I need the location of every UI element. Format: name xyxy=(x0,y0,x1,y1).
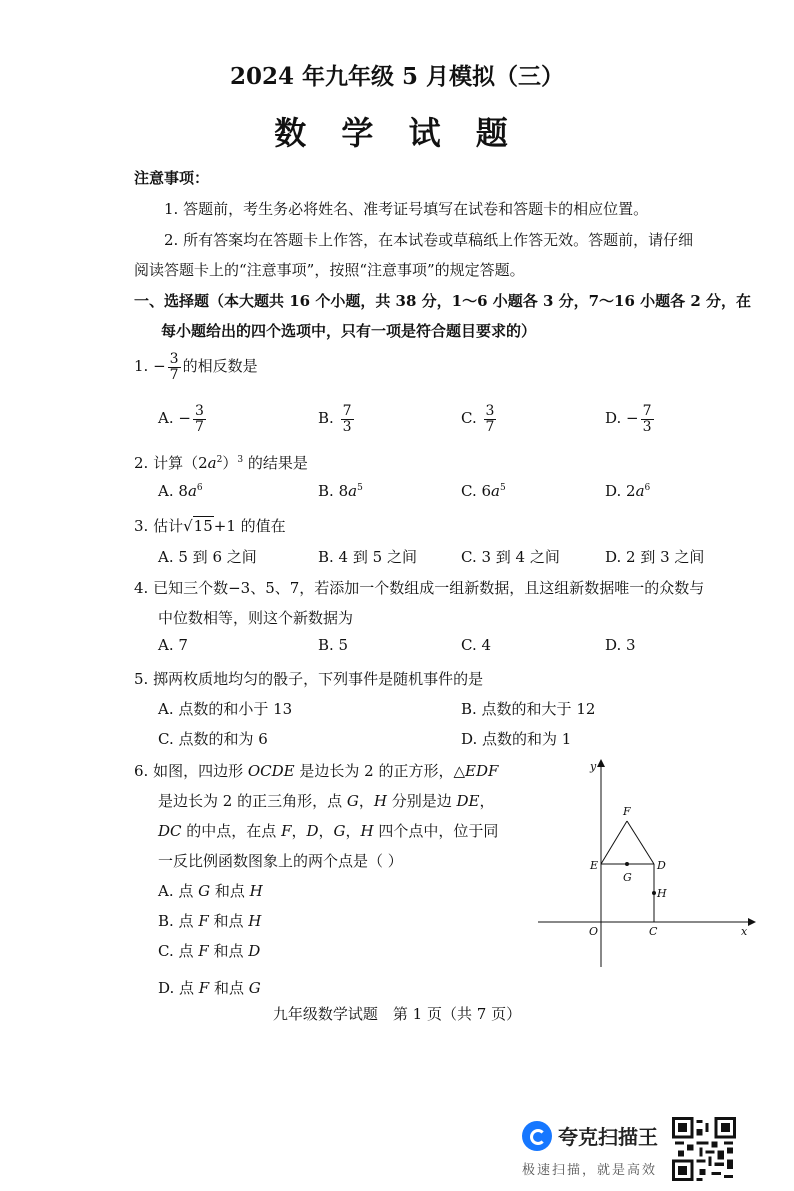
scanner-watermark xyxy=(522,1117,742,1181)
question-2-option-d: D. $2a^6$ xyxy=(605,482,651,500)
question-2-option-b: B. $8a^5$ xyxy=(318,482,363,500)
notice-item-2-line-2: 阅读答题卡上的“注意事项”，按照“注意事项”的规定答题。 xyxy=(134,261,525,279)
question-6-coordinate-figure xyxy=(530,755,760,970)
question-6-option-b: B. 点 F 和点 H xyxy=(158,912,262,930)
question-6-option-a: A. 点 G 和点 H xyxy=(158,882,263,900)
question-2-option-a: A. $8a^6$ xyxy=(158,482,203,500)
question-4-option-c: C. 4 xyxy=(461,636,492,654)
question-4-option-d: D. 3 xyxy=(605,636,636,654)
question-3-option-a: A. 5 到 6 之间 xyxy=(158,548,257,566)
question-2-option-c: C. $6a^5$ xyxy=(461,482,506,500)
origin-label: O xyxy=(589,925,599,938)
point-F-label: F xyxy=(623,805,631,818)
notice-item-1: 1. 答题前，考生务必将姓名、准考证号填写在试卷和答题卡的相应位置。 xyxy=(164,200,649,218)
question-3-option-c: C. 3 到 4 之间 xyxy=(461,548,560,566)
fraction: $\frac{3}{7}$ xyxy=(169,351,179,383)
question-1-option-b: B. $\frac{7}{3}$ xyxy=(318,403,352,435)
section-1-instructions-line-2: 每小题给出的四个选项中，只有一项是符合题目要求的） xyxy=(161,322,537,340)
question-6-option-d: D. 点 F 和点 G xyxy=(158,979,261,997)
point-H xyxy=(652,891,656,895)
question-6-stem-line-3: DC 的中点，在点 F，D，G，H 四个点中，位于同 xyxy=(158,822,499,840)
question-5-option-c: C. 点数的和为 6 xyxy=(158,730,268,748)
y-axis-label: y xyxy=(590,760,597,773)
notice-heading: 注意事项： xyxy=(134,169,210,187)
question-4-stem-line-2: 中位数相等，则这个新数据为 xyxy=(158,609,354,627)
question-4-option-b: B. 5 xyxy=(318,636,349,654)
question-6-stem-line-1: 6. 如图，四边形 OCDE 是边长为 2 的正方形，△EDF xyxy=(134,762,499,780)
section-1-instructions-line-1: 一、选择题（本大题共 16 个小题，共 38 分，1～6 小题各 3 分，7～16 小题各 2 分，在 xyxy=(134,292,752,310)
x-axis-arrow-icon xyxy=(748,918,756,926)
scanner-logo-icon xyxy=(522,1121,552,1151)
question-5-option-d: D. 点数的和为 1 xyxy=(461,730,572,748)
question-5-option-b: B. 点数的和大于 12 xyxy=(461,700,596,718)
page-footer: 九年级数学试题 第 1 页（共 7 页） xyxy=(272,1005,522,1023)
point-H-label: H xyxy=(657,887,667,900)
point-C-label: C xyxy=(649,925,658,938)
question-3-stem: 3. 估计√15+1 的值在 xyxy=(134,517,286,535)
point-D-label: D xyxy=(657,859,666,872)
edge-EF xyxy=(601,821,627,864)
point-G xyxy=(625,862,629,866)
notice-item-2-line-1: 2. 所有答案均在答题卡上作答，在本试卷或草稿纸上作答无效。答题前，请仔细 xyxy=(164,231,694,249)
question-6-stem-line-2: 是边长为 2 的正三角形，点 G，H 分别是边 DE， xyxy=(158,792,495,810)
point-E-label: E xyxy=(590,859,599,872)
y-axis-arrow-icon xyxy=(597,759,605,767)
exam-title: 2024 年九年级 5 月模拟（三） xyxy=(229,63,565,90)
edge-FD xyxy=(627,821,654,864)
question-3-option-b: B. 4 到 5 之间 xyxy=(318,548,417,566)
question-4-stem-line-1: 4. 已知三个数−3、5、7，若添加一个数组成一组新数据，且这组新数据唯一的众数与 xyxy=(134,579,705,597)
question-6-option-c: C. 点 F 和点 D xyxy=(158,942,261,960)
question-1-option-a: A. − $\frac{3}{7}$ xyxy=(158,403,204,435)
question-1-stem: 1. − $\frac{3}{7}$ 的相反数是 xyxy=(134,351,258,383)
x-axis-label: x xyxy=(741,925,748,938)
scanner-brand: 夸克扫描王 xyxy=(558,1125,658,1149)
question-6-stem-line-4: 一反比例函数图象上的两个点是（ ） xyxy=(158,852,403,870)
question-4-option-a: A. 7 xyxy=(158,636,188,654)
scanner-slogan: 极速扫描，就是高效 xyxy=(522,1163,658,1178)
qr-code-icon xyxy=(672,1117,736,1181)
question-1-option-c: C. $\frac{3}{7}$ xyxy=(461,403,495,435)
question-1-option-d: D. − $\frac{7}{3}$ xyxy=(605,403,652,435)
question-5-option-a: A. 点数的和小于 13 xyxy=(158,700,293,718)
question-5-stem: 5. 掷两枚质地均匀的骰子，下列事件是随机事件的是 xyxy=(134,670,484,688)
question-2-stem: 2. 计算$(2a^2)^3$ 的结果是 xyxy=(134,454,308,472)
point-G-label: G xyxy=(623,871,632,884)
exam-subtitle: 数 学 试 题 xyxy=(274,114,520,152)
question-3-option-d: D. 2 到 3 之间 xyxy=(605,548,705,566)
